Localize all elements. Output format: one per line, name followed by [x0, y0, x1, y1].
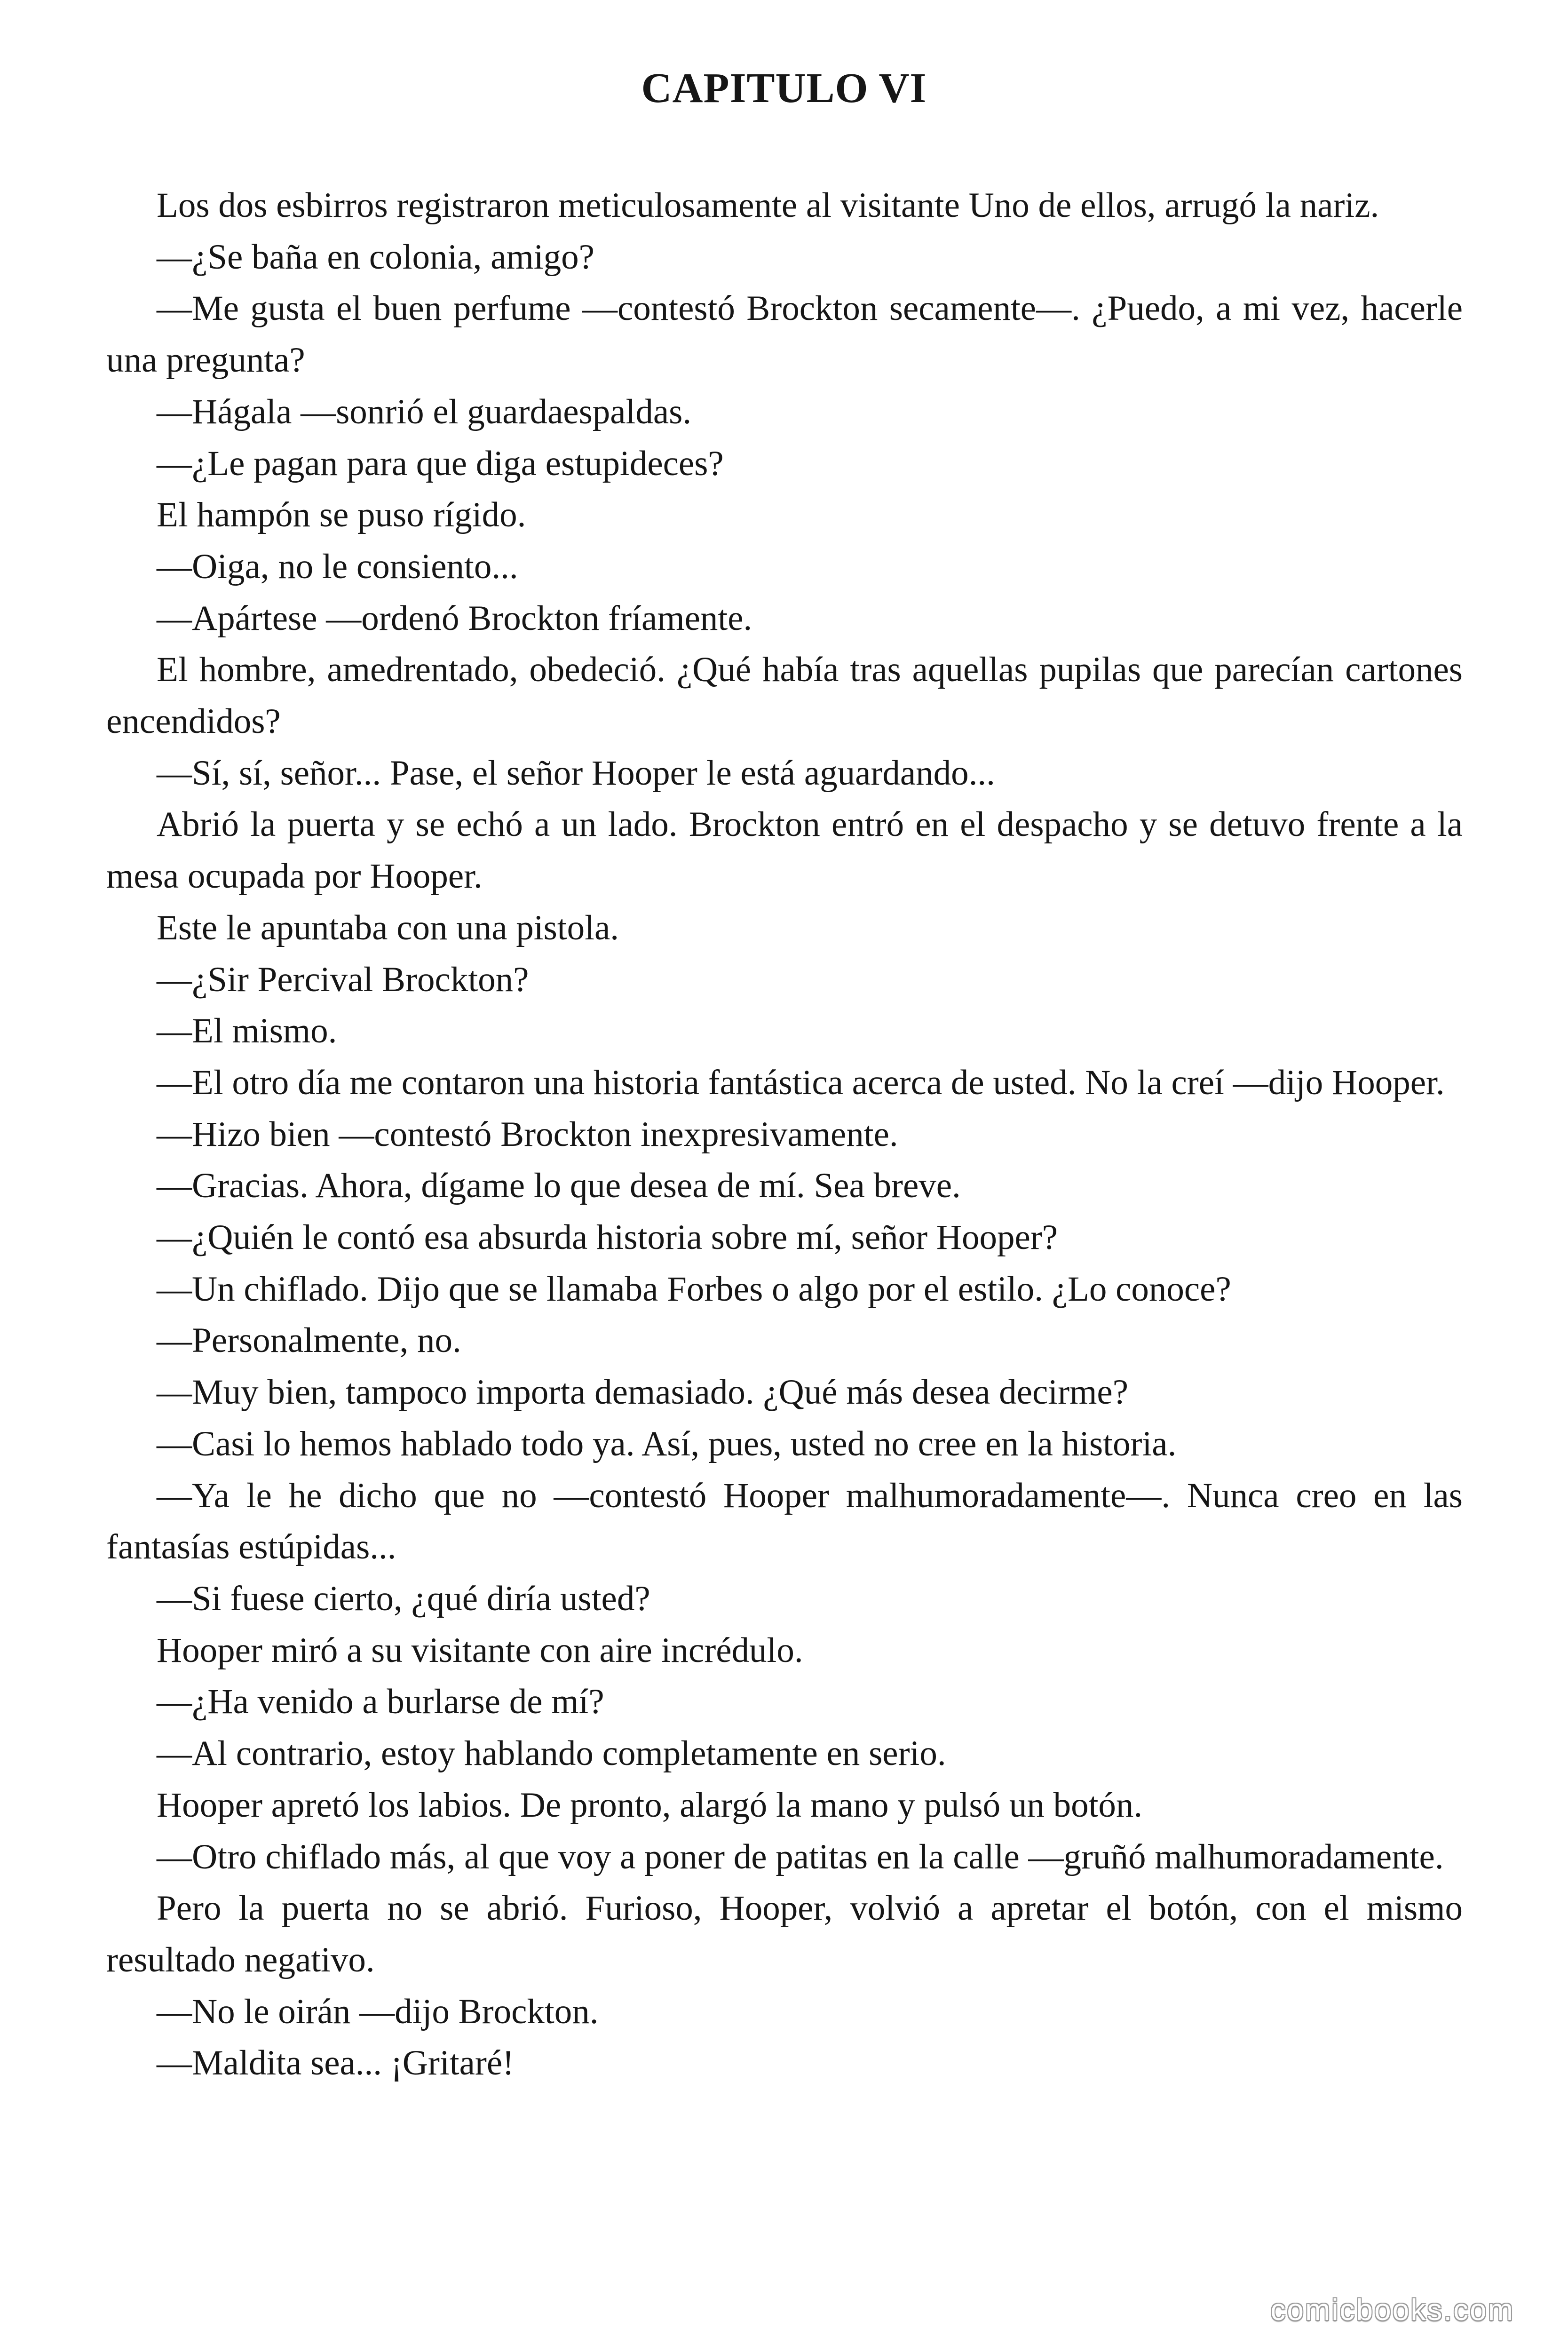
body-text [106, 180, 1463, 2089]
paragraph: —No le oirán —dijo Brockton. [157, 1992, 599, 2031]
paragraph: —Otro chiflado más, al que voy a poner de patitas en la calle —gruñó malhumoradamente. [157, 1837, 1444, 1876]
paragraph: —El mismo. [157, 1011, 337, 1051]
watermark: comicbooks.com [1270, 2293, 1514, 2327]
paragraph: —Casi lo hemos hablado todo ya. Así, pues, usted no cree en la historia. [157, 1424, 1177, 1463]
paragraph: —Si fuese cierto, ¿qué diría usted? [157, 1579, 650, 1618]
paragraph: —¿Quién le contó esa absurda historia sobre mí, señor Hooper? [157, 1218, 1058, 1257]
paragraph: —Oiga, no le consiento... [157, 547, 518, 586]
paragraph: El hampón se puso rígido. [157, 495, 526, 535]
paragraph: —Hágala —sonrió el guardaespaldas. [157, 392, 692, 431]
paragraph: —Me gusta el buen perfume —contestó Brockton secamente—. ¿Puedo, a mi vez, hacerle una pregunta? [106, 289, 1463, 380]
paragraph: —¿Se baña en colonia, amigo? [157, 237, 594, 277]
chapter-title: CAPITULO VI [641, 65, 927, 111]
paragraph: —Sí, sí, señor... Pase, el señor Hooper le está aguardando... [157, 753, 995, 793]
paragraph: El hombre, amedrentado, obedeció. ¿Qué había tras aquellas pupilas que parecían cartones encendidos? [106, 650, 1463, 741]
paragraph: —¿Sir Percival Brockton? [157, 960, 529, 999]
paragraph: —¿Le pagan para que diga estupideces? [157, 444, 724, 483]
paragraph: Abrió la puerta y se echó a un lado. Brockton entró en el despacho y se detuvo frente a la mesa ocupada por Hooper. [106, 805, 1463, 896]
paragraph: Este le apuntaba con una pistola. [157, 908, 619, 947]
paragraph: —Muy bien, tampoco importa demasiado. ¿Qué más desea decirme? [157, 1373, 1128, 1412]
paragraph: —Apártese —ordenó Brockton fríamente. [157, 598, 752, 638]
paragraph: —Gracias. Ahora, dígame lo que desea de mí. Sea breve. [157, 1166, 961, 1206]
paragraph: —Maldita sea... ¡Gritaré! [157, 2043, 515, 2083]
paragraph: Pero la puerta no se abrió. Furioso, Hooper, volvió a apretar el botón, con el mismo resultado negativo. [106, 1889, 1463, 1979]
paragraph: Hooper apretó los labios. De pronto, alargó la mano y pulsó un botón. [157, 1785, 1143, 1825]
paragraph: —Un chiflado. Dijo que se llamaba Forbes o algo por el estilo. ¿Lo conoce? [157, 1269, 1231, 1309]
paragraph: —Ya le he dicho que no —contestó Hooper malhumoradamente—. Nunca creo en las fantasías estúpidas... [106, 1476, 1463, 1567]
paragraph: —El otro día me contaron una historia fantástica acerca de usted. No la creí —dijo Hooper. [157, 1063, 1445, 1102]
paragraph: Hooper miró a su visitante con aire incrédulo. [157, 1630, 803, 1670]
paragraph: Los dos esbirros registraron meticulosamente al visitante Uno de ellos, arrugó la nariz. [157, 186, 1379, 225]
paragraph: —Al contrario, estoy hablando completamente en serio. [157, 1734, 946, 1773]
paragraph: —¿Ha venido a burlarse de mí? [157, 1682, 604, 1722]
paragraph: —Hizo bien —contestó Brockton inexpresivamente. [157, 1114, 898, 1154]
paragraph: —Personalmente, no. [157, 1321, 461, 1360]
